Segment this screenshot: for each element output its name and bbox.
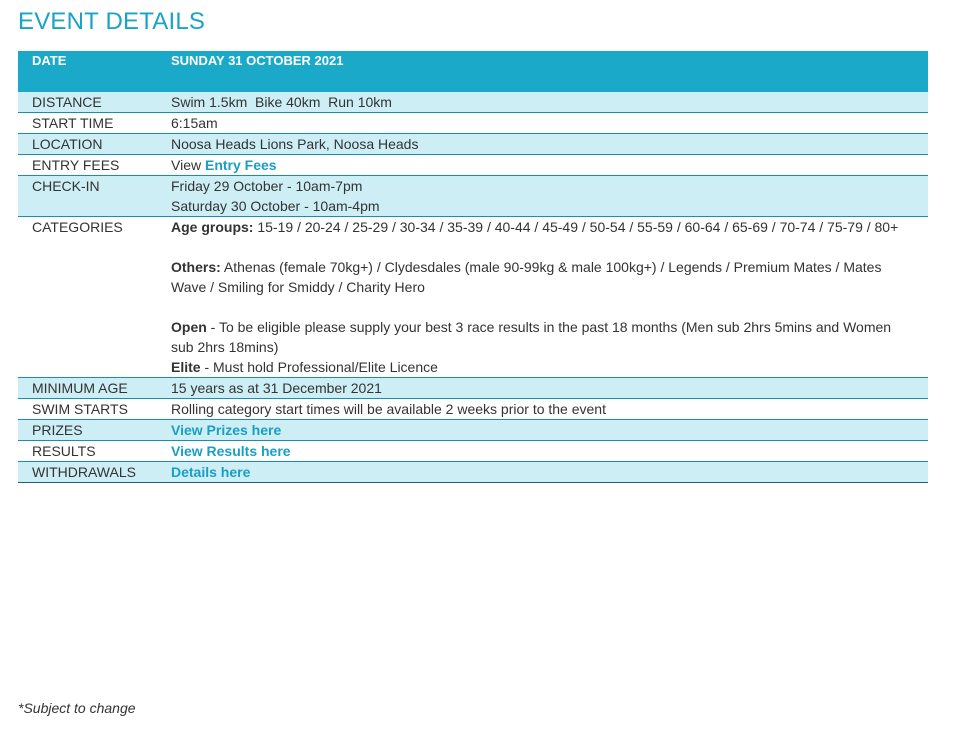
open-elite: [171, 317, 914, 377]
row-value: [157, 462, 928, 483]
withdrawals-link[interactable]: Details here: [171, 464, 251, 480]
row-value: [157, 217, 928, 378]
prizes-link[interactable]: View Prizes here: [171, 422, 282, 438]
open-category: [171, 317, 914, 357]
row-value: [157, 176, 928, 217]
age-groups-label: Age groups:: [171, 219, 254, 235]
row-value: Swim 1.5km Bike 40km Run 10km: [171, 94, 392, 110]
date-value: SUNDAY 31 OCTOBER 2021: [171, 53, 344, 68]
table-row-categories: [18, 217, 928, 378]
row-label: CATEGORIES: [32, 219, 123, 235]
table-row-minimum-age: [18, 378, 928, 399]
table-row-location: [18, 134, 928, 155]
check-in-line-1: Friday 29 October - 10am-7pm: [171, 178, 363, 194]
elite-value: - Must hold Professional/Elite Licence: [200, 359, 438, 375]
others-label: Others:: [171, 259, 221, 275]
row-label: MINIMUM AGE: [32, 380, 128, 396]
results-link[interactable]: View Results here: [171, 443, 291, 459]
check-in-line-2: Saturday 30 October - 10am-4pm: [171, 198, 380, 214]
row-label: SWIM STARTS: [32, 401, 128, 417]
table-row-prizes: [18, 420, 928, 441]
row-label: LOCATION: [32, 136, 103, 152]
open-label: Open: [171, 319, 207, 335]
row-value: 6:15am: [171, 115, 218, 131]
age-groups: [171, 217, 914, 237]
table-row-start-time: [18, 113, 928, 134]
age-groups-value: 15-19 / 20-24 / 25-29 / 30-34 / 35-39 / 40-44 / 45-49 / 50-54 / 55-59 / 60-64 / 65-69 / 70-74 / 75-79 / 80+: [253, 219, 899, 235]
others-value: Athenas (female 70kg+) / Clydesdales (male 90-99kg & male 100kg+) / Legends / Premium Mates / Mates Wave / Smiling for Smiddy / Charity Hero: [171, 259, 882, 295]
elite-category: [171, 357, 914, 377]
row-label: PRIZES: [32, 422, 83, 438]
row-label: DISTANCE: [32, 94, 102, 110]
entry-fees-link[interactable]: Entry Fees: [204, 157, 277, 173]
row-label: RESULTS: [32, 443, 96, 459]
table-row-check-in: [18, 176, 928, 217]
row-value: [157, 441, 928, 462]
row-label: ENTRY FEES: [32, 157, 120, 173]
table-row-entry-fees: [18, 155, 928, 176]
footnote: *Subject to change: [18, 700, 136, 716]
row-value: [157, 420, 928, 441]
entry-fees-prefix: View: [171, 157, 205, 173]
open-value: - To be eligible please supply your best 3 race results in the past 18 months (Men sub 2hrs 5mins and Women sub 2hrs 18mins): [171, 319, 892, 355]
row-label: START TIME: [32, 115, 114, 131]
table-row-withdrawals: [18, 462, 928, 483]
date-label: DATE: [32, 53, 67, 68]
page-title: EVENT DETAILS: [18, 8, 206, 35]
table-row-results: [18, 441, 928, 462]
table-row-distance: [18, 92, 928, 113]
row-value: Rolling category start times will be available 2 weeks prior to the event: [171, 401, 606, 417]
row-value: 15 years as at 31 December 2021: [171, 380, 382, 396]
event-details-table: [18, 51, 928, 483]
table-row-swim-starts: [18, 399, 928, 420]
row-value: Noosa Heads Lions Park, Noosa Heads: [171, 136, 419, 152]
row-value: [157, 155, 928, 176]
row-label: WITHDRAWALS: [32, 464, 136, 480]
table-header-row: [18, 51, 928, 92]
elite-label: Elite: [171, 359, 201, 375]
others: [171, 257, 914, 297]
row-label: CHECK-IN: [32, 178, 100, 194]
